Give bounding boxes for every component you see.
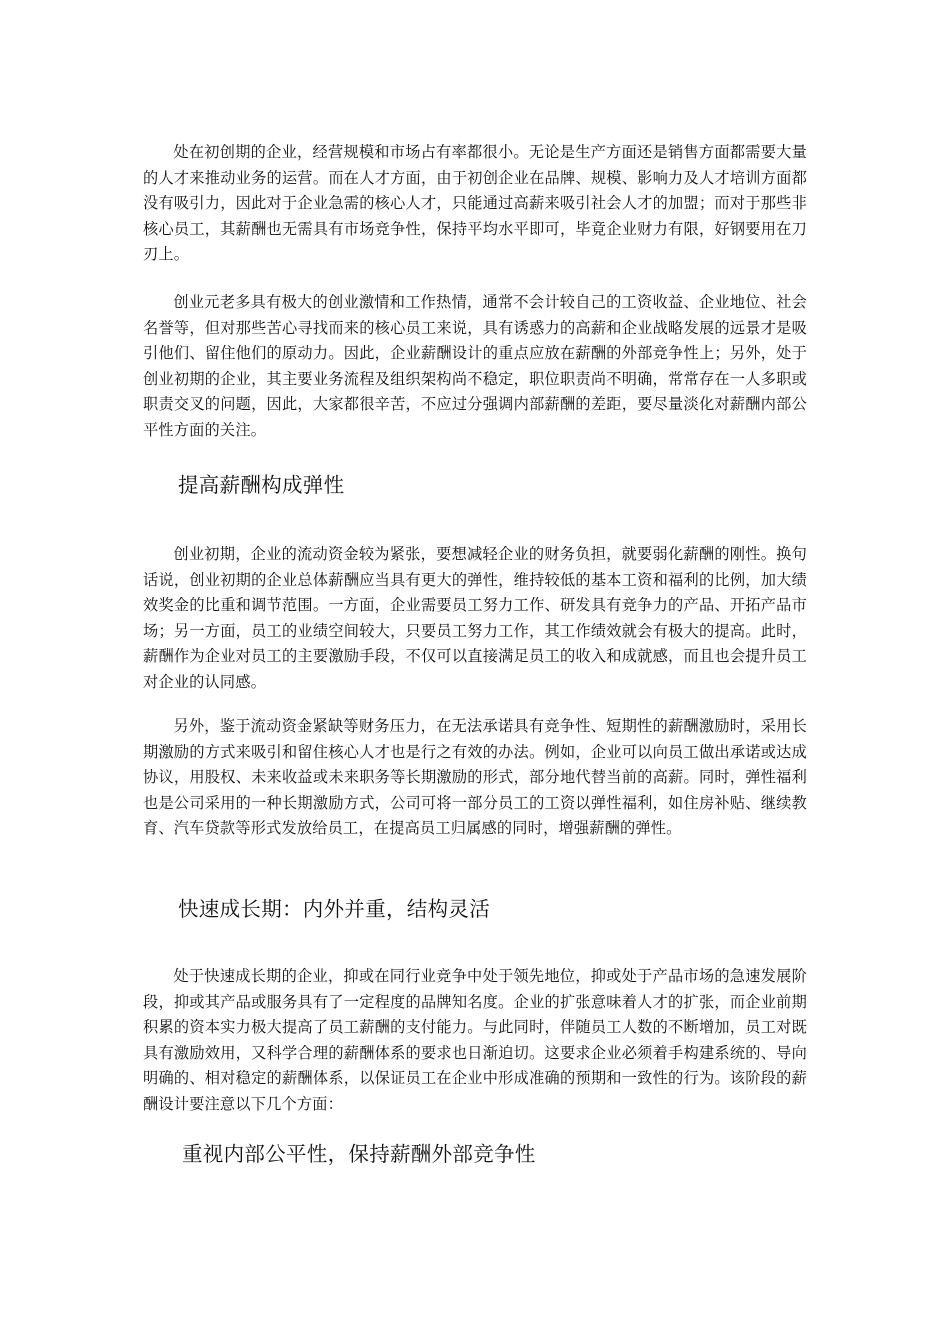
body-paragraph: 创业元老多具有极大的创业激情和工作热情，通常不会计较自己的工资收益、企业地位、社会名誉等，但对那些苦心寻找而来的核心员工来说，具有诱惑力的高薪和企业战略发展的远景才是吸引他们、留住他们的原动力。因此，企业薪酬设计的重点应放在薪酬的外部竞争性上；另外，处于创业初期的企业，其主要业务流程及组织架构尚不稳定，职位职责尚不明确，常常存在一人多职或职责交叉的问题，因此，大家都很辛苦，不应过分强调内部薪酬的差距，要尽量淡化对薪酬内部公平性方面的关注。 (143, 293, 807, 439)
section-heading: 重视内部公平性，保持薪酬外部竞争性 (182, 1142, 536, 1166)
body-paragraph: 处在初创期的企业，经营规模和市场占有率都很小。无论是生产方面还是销售方面都需要大量的人才来推动业务的运营。而在人才方面，由于初创企业在品牌、规模、影响力及人才培训方面都没有吸引力，因此对于企业急需的核心人才，只能通过高薪来吸引社会人才的加盟；而对于那些非核心员工，其薪酬也无需具有市场竞争性，保持平均水平即可，毕竟企业财力有限，好钢要用在刀刃上。 (143, 143, 807, 264)
section-heading: 快速成长期：内外并重，结构灵活 (178, 897, 490, 921)
section-heading: 提高薪酬构成弹性 (178, 473, 345, 497)
body-paragraph: 处于快速成长期的企业，抑或在同行业竞争中处于领先地位，抑或处于产品市场的急速发展阶段，抑或其产品或服务具有了一定程度的品牌知名度。企业的扩张意味着人才的扩张，而企业前期积累的资本实力极大提高了员工薪酬的支付能力。与此同时，伴随员工人数的不断增加，员工对既具有激励效用，又科学合理的薪酬体系的要求也日渐迫切。这要求企业必须着手构建系统的、导向明确的、相对稳定的薪酬体系，以保证员工在企业中形成准确的预期和一致性的行为。该阶段的薪酬设计要注意以下几个方面： (143, 967, 807, 1113)
body-paragraph: 另外，鉴于流动资金紧缺等财务压力，在无法承诺具有竞争性、短期性的薪酬激励时，采用长期激励的方式来吸引和留住核心人才也是行之有效的办法。例如，企业可以向员工做出承诺或达成协议，用股权、未来收益或未来职务等长期激励的形式，部分地代替当前的高薪。同时，弹性福利也是公司采用的一种长期激励方式，公司可将一部分员工的工资以弹性福利，如住房补贴、继续教育、汽车贷款等形式发放给员工，在提高员工归属感的同时，增强薪酬的弹性。 (143, 717, 807, 838)
body-paragraph: 创业初期，企业的流动资金较为紧张，要想减轻企业的财务负担，就要弱化薪酬的刚性。换句话说，创业初期的企业总体薪酬应当具有更大的弹性，维持较低的基本工资和福利的比例，加大绩效奖金的比重和调节范围。一方面，企业需要员工努力工作、研发具有竞争力的产品、开拓产品市场；另一方面，员工的业绩空间较大，只要员工努力工作，其工作绩效就会有极大的提高。此时，薪酬作为企业对员工的主要激励手段，不仅可以直接满足员工的收入和成就感，而且也会提升员工对企业的认同感。 (143, 545, 807, 691)
